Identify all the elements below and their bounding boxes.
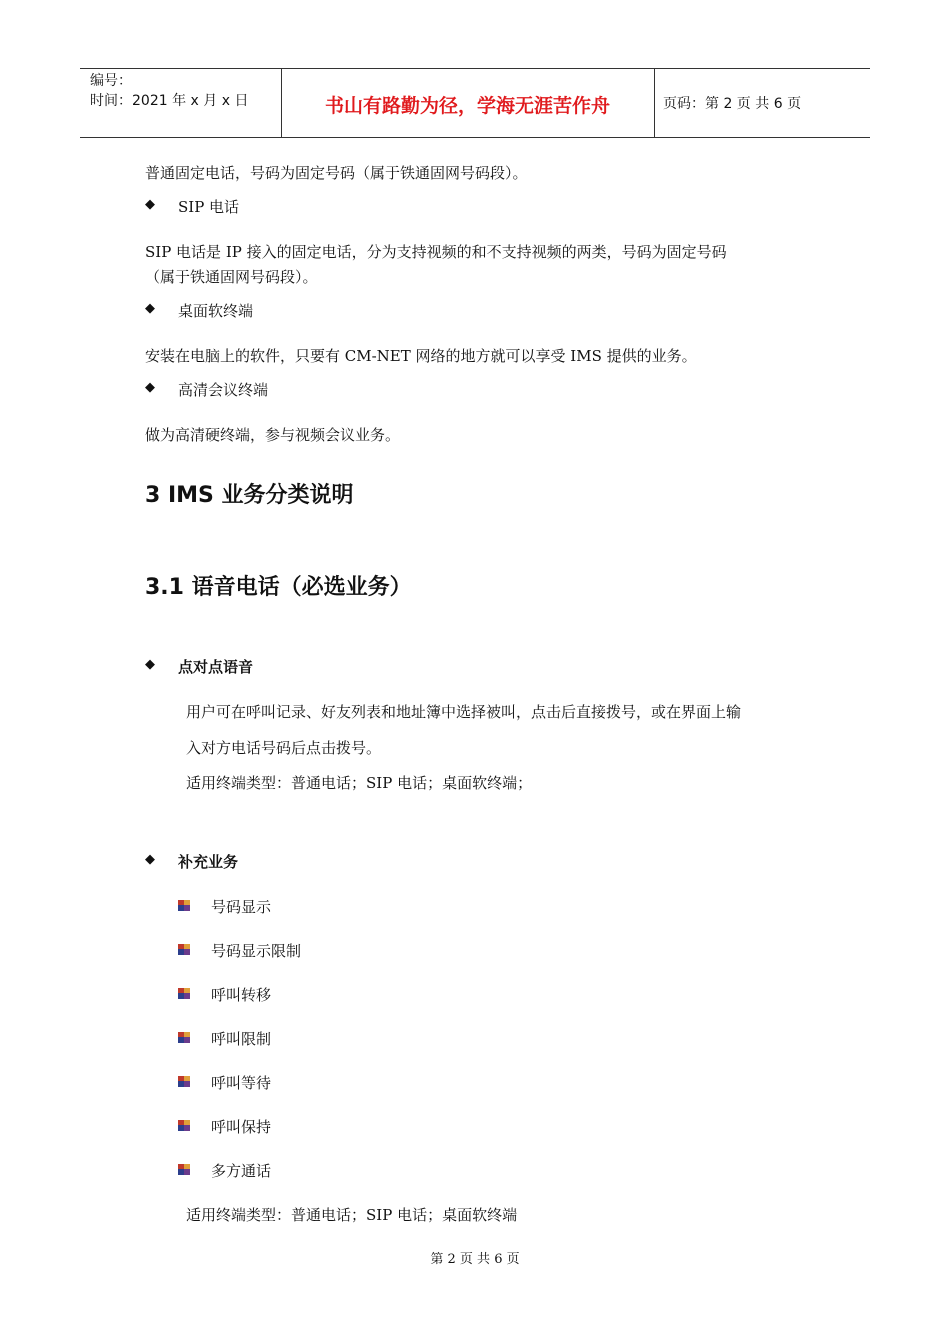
square-bullet-icon <box>178 944 190 955</box>
paragraph-p2p-line1: 用户可在呼叫记录、好友列表和地址簿中选择被叫，点击后直接拨号，或在界面上输 <box>186 703 742 721</box>
paragraph-regular-phone: 普通固定电话，号码为固定号码（属于铁通固网号码段）。 <box>145 164 528 182</box>
diamond-bullet-icon: ◆ <box>145 301 155 316</box>
service-label: 号码显示限制 <box>211 942 302 960</box>
header-meta <box>90 71 248 111</box>
service-label: 呼叫保持 <box>211 1118 272 1136</box>
heading-section-3-1: 3.1 语音电话（必选业务） <box>145 575 412 600</box>
square-bullet-icon <box>178 1120 190 1131</box>
bullet-sip: SIP 电话 <box>178 198 240 216</box>
page-footer: 第 2 页 共 6 页 <box>430 1252 520 1267</box>
paragraph-desktop: 安装在电脑上的软件，只要有 CM-NET 网络的地方就可以享受 IMS 提供的业务。 <box>145 347 697 365</box>
bullet-supplementary: 补充业务 <box>178 853 239 871</box>
header-number: 编号： <box>90 73 132 89</box>
bullet-hd: 高清会议终端 <box>178 381 269 399</box>
paragraph-sip-line1: SIP 电话是 IP 接入的固定电话，分为支持视频的和不支持视频的两类，号码为固定号码 <box>145 243 727 261</box>
diamond-bullet-icon: ◆ <box>145 657 155 672</box>
header-time: 时间：2021 年 x 月 x 日 <box>90 93 249 109</box>
bullet-desktop: 桌面软终端 <box>178 302 254 320</box>
diamond-bullet-icon: ◆ <box>145 852 155 867</box>
paragraph-supp-terminals: 适用终端类型：普通电话；SIP 电话；桌面软终端 <box>186 1206 518 1224</box>
header-page-info: 页码：第 2 页 共 6 页 <box>663 96 802 112</box>
service-label: 号码显示 <box>211 898 272 916</box>
header-divider <box>654 69 655 137</box>
bullet-p2p: 点对点语音 <box>178 658 254 676</box>
square-bullet-icon <box>178 1164 190 1175</box>
paragraph-p2p-line2: 入对方电话号码后点击拨号。 <box>186 739 382 757</box>
paragraph-sip-line2: （属于铁通固网号码段）。 <box>145 268 318 286</box>
service-label: 呼叫限制 <box>211 1030 272 1048</box>
square-bullet-icon <box>178 900 190 911</box>
square-bullet-icon <box>178 1032 190 1043</box>
header-motto: 书山有路勤为径，学海无涯苦作舟 <box>324 95 610 117</box>
square-bullet-icon <box>178 988 190 999</box>
square-bullet-icon <box>178 1076 190 1087</box>
service-label: 呼叫等待 <box>211 1074 272 1092</box>
paragraph-hd: 做为高清硬终端，参与视频会议业务。 <box>145 426 401 444</box>
service-label: 呼叫转移 <box>211 986 272 1004</box>
heading-section-3: 3 IMS 业务分类说明 <box>145 483 354 508</box>
diamond-bullet-icon: ◆ <box>145 380 155 395</box>
diamond-bullet-icon: ◆ <box>145 197 155 212</box>
page-header <box>80 68 870 138</box>
service-label: 多方通话 <box>211 1162 272 1180</box>
paragraph-p2p-terminals: 适用终端类型：普通电话；SIP 电话；桌面软终端； <box>186 774 533 792</box>
